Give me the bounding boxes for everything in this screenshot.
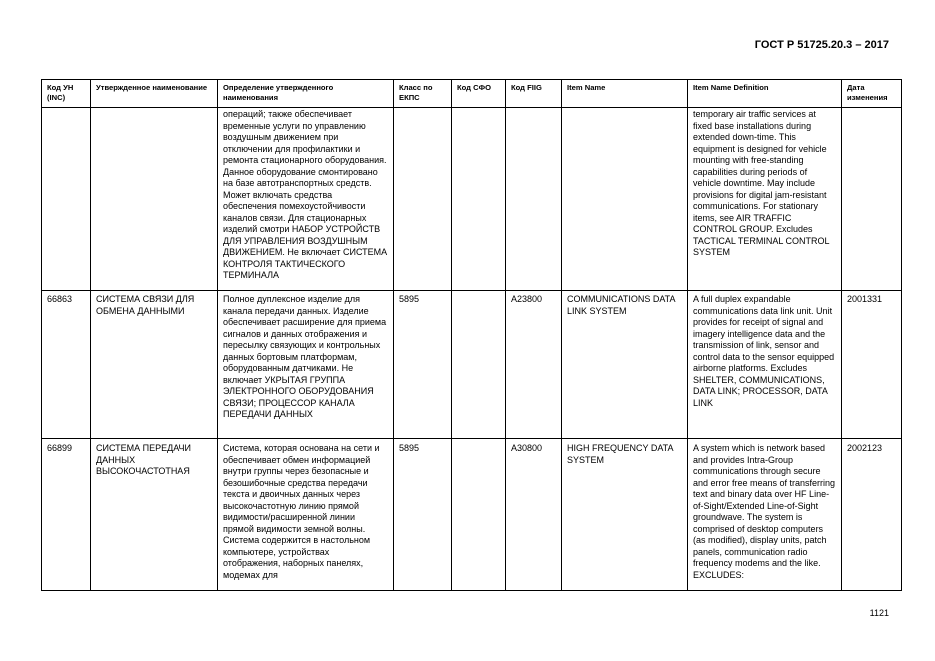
cell-name-ru: СИСТЕМА СВЯЗИ ДЛЯ ОБМЕНА ДАННЫМИ: [91, 291, 218, 439]
cell-definition-ru: Полное дуплексное изделие для канала передачи данных. Изделие обеспечивает расширение для приема сигналов и данных отображения и пересылку связующих и контрольных данных бортовым платформам, оборудованным датчиками. Не включает УКРЫТАЯ ГРУППА ЭЛЕКТРОННОГО ОБОРУДОВАНИЯ СВЯЗИ; ПРОЦЕССОР КАНАЛА ПЕРЕДАЧИ ДАННЫХ: [218, 291, 394, 439]
cell-inc: 66863: [42, 291, 91, 439]
cell-code-sfo: [452, 439, 506, 591]
table-row: [42, 108, 902, 291]
cell-code-fiig: A23800: [506, 291, 562, 439]
column-header-code-fiig: Код FIIG: [506, 80, 562, 108]
cell-class-ekps: 5895: [394, 291, 452, 439]
cell-definition-ru: операций; также обеспечивает временные услуги по управлению воздушным движением при отключении для профилактики и ремонта стационарного оборудования. Данное оборудование смонтировано на базе автотранспортных средств. Может включать средства обеспечения помехоустойчивости каналов связи. Для стационарных изделий смотри НАБОР УСТРОЙСТВ ДЛЯ УПРАВЛЕНИЯ ВОЗДУШНЫМ ДВИЖЕНИЕМ. Не включает СИСТЕМА КОНТРОЛЯ ТАКТИЧЕСКОГО ТЕРМИНАЛА: [218, 108, 394, 291]
cell-inc: [42, 108, 91, 291]
page-number: 1121: [869, 608, 889, 618]
column-header-name-ru: Утвержденное наименование: [91, 80, 218, 108]
cell-date-changed: 2001331: [842, 291, 902, 439]
cell-inc: 66899: [42, 439, 91, 591]
cell-item-name-definition: A system which is network based and provides Intra-Group communications through secure and error free means of transferring text and binary data over HF Line-of-Sight/Extended Line-of-Sight groundwave. The system is comprised of desktop computers (as modified), display units, patch panels, communication radio frequency modems and the like. EXCLUDES:: [688, 439, 842, 591]
cell-item-name: HIGH FREQUENCY DATA SYSTEM: [562, 439, 688, 591]
cell-item-name: [562, 108, 688, 291]
catalog-table: [41, 79, 902, 591]
cell-name-ru: СИСТЕМА ПЕРЕДАЧИ ДАННЫХ ВЫСОКОЧАСТОТНАЯ: [91, 439, 218, 591]
cell-code-fiig: [506, 108, 562, 291]
cell-class-ekps: [394, 108, 452, 291]
cell-code-sfo: [452, 291, 506, 439]
column-header-class-ekps: Класс по ЕКПС: [394, 80, 452, 108]
column-header-date-changed: Дата изменения: [842, 80, 902, 108]
column-header-inc: Код УН (INC): [42, 80, 91, 108]
column-header-item-name-definition: Item Name Definition: [688, 80, 842, 108]
cell-item-name: COMMUNICATIONS DATA LINK SYSTEM: [562, 291, 688, 439]
cell-item-name-definition: temporary air traffic services at fixed base installations during extended down-time. This equipment is designed for vehicle mounting with free-standing capabilities during periods of vehicle downtime. May include provisions for digital jam-resistant communications. For stationary items, see AIR TRAFFIC CONTROL GROUP. Excludes TACTICAL TERMINAL CONTROL SYSTEM: [688, 108, 842, 291]
cell-name-ru: [91, 108, 218, 291]
cell-date-changed: 2002123: [842, 439, 902, 591]
table-row: [42, 439, 902, 591]
column-header-code-sfo: Код СФО: [452, 80, 506, 108]
table-row: [42, 291, 902, 439]
cell-definition-ru: Система, которая основана на сети и обеспечивает обмен информацией внутри группы через безопасные и безошибочные средства передачи текста и двоичных данных через высокочастотную линию прямой видимости/расширенной линии прямой видимости земной волны. Система содержится в настольном компьютере, устройствах отображения, наборных панелях, модемах для: [218, 439, 394, 591]
column-header-definition-ru: Определение утвержденного наименования: [218, 80, 394, 108]
cell-date-changed: [842, 108, 902, 291]
cell-code-fiig: A30800: [506, 439, 562, 591]
cell-code-sfo: [452, 108, 506, 291]
table-header-row: [42, 80, 902, 108]
cell-class-ekps: 5895: [394, 439, 452, 591]
document-code: ГОСТ Р 51725.20.3 – 2017: [754, 39, 889, 51]
column-header-item-name: Item Name: [562, 80, 688, 108]
cell-item-name-definition: A full duplex expandable communications data link unit. Unit provides for receipt of signal and imagery intelligence data and the transmission of link, sensor and control data to the sensor equipped airborne platforms. Excludes SHELTER, COMMUNICATIONS, DATA LINK; PROCESSOR, DATA LINK: [688, 291, 842, 439]
